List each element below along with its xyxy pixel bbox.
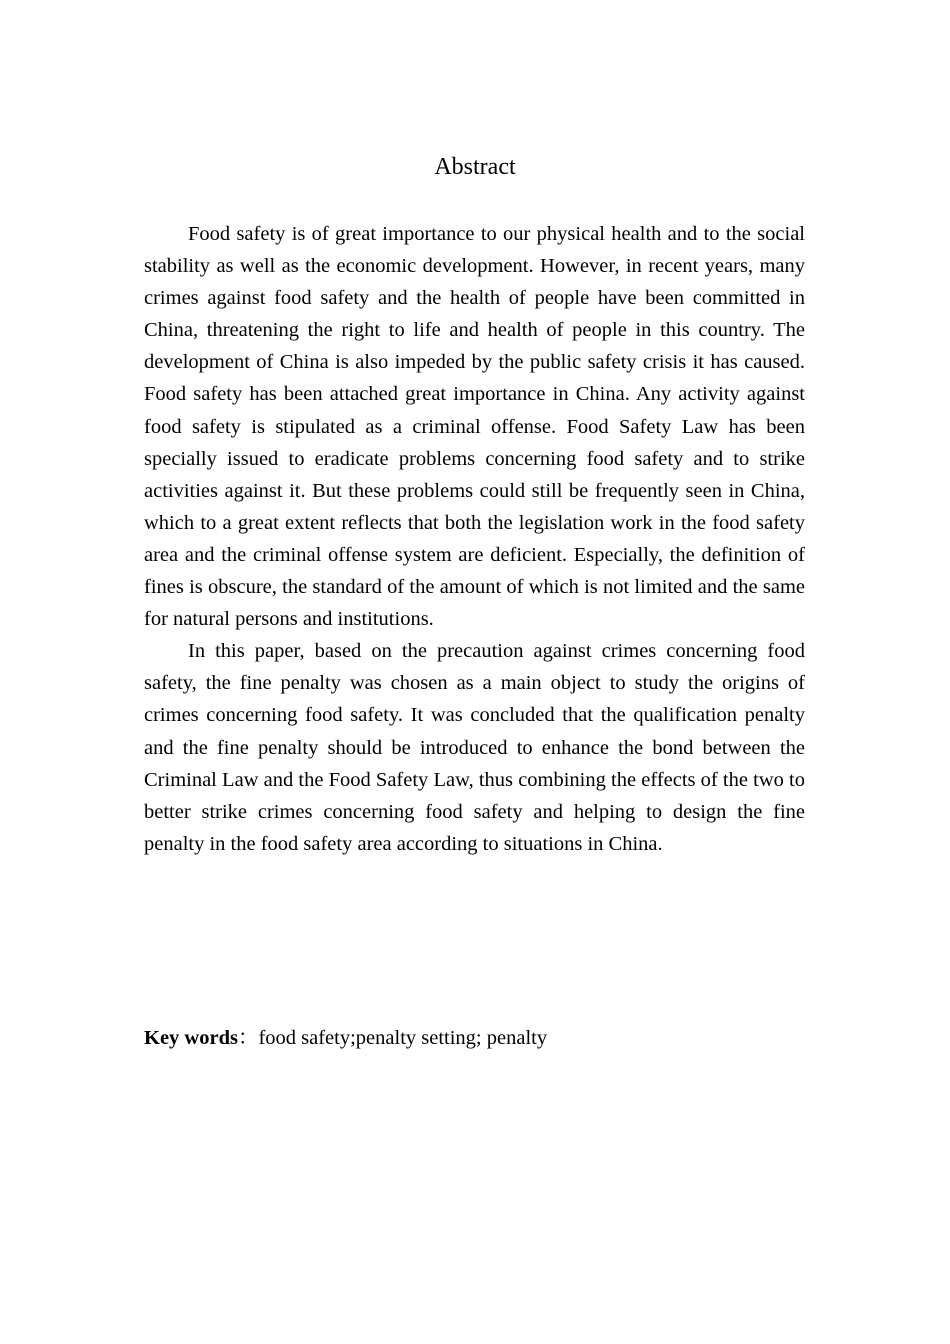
keywords-label: Key words	[144, 1027, 238, 1049]
abstract-paragraph-2: In this paper, based on the precaution against crimes concerning food safety, the fine penalty was chosen as a main object to study the origins of crimes concerning food safety. It was concluded that the qualification penalty and the fine penalty should be introduced to enhance the bond between the Criminal Law and the Food Safety Law, thus combining the effects of the two to better strike crimes concerning food safety and helping to design the fine penalty in the food safety area according to situations in China.	[144, 640, 805, 855]
keywords-value: food safety;penalty setting; penalty	[258, 1027, 548, 1049]
abstract-title: Abstract	[434, 154, 516, 180]
abstract-paragraph-1: Food safety is of great importance to our physical health and to the social stability as well as the economic development. However, in recent years, many crimes against food safety and the health of people have been committed in China, threatening the right to life and health of people in this country. The development of China is also impeded by the public safety crisis it has caused. Food safety has been attached great importance in China. Any activity against food safety is stipulated as a criminal offense. Food Safety Law has been specially issued to eradicate problems concerning food safety and to strike activities against it. But these problems could still be frequently seen in China, which to a great extent reflects that both the legislation work in the food safety area and the criminal offense system are deficient. Especially, the definition of fines is obscure, the standard of the amount of which is not limited and the same for natural persons and institutions.	[144, 223, 805, 631]
keywords-separator: ：	[237, 1027, 259, 1049]
keywords-line	[144, 1022, 805, 1054]
abstract-body	[144, 218, 805, 860]
